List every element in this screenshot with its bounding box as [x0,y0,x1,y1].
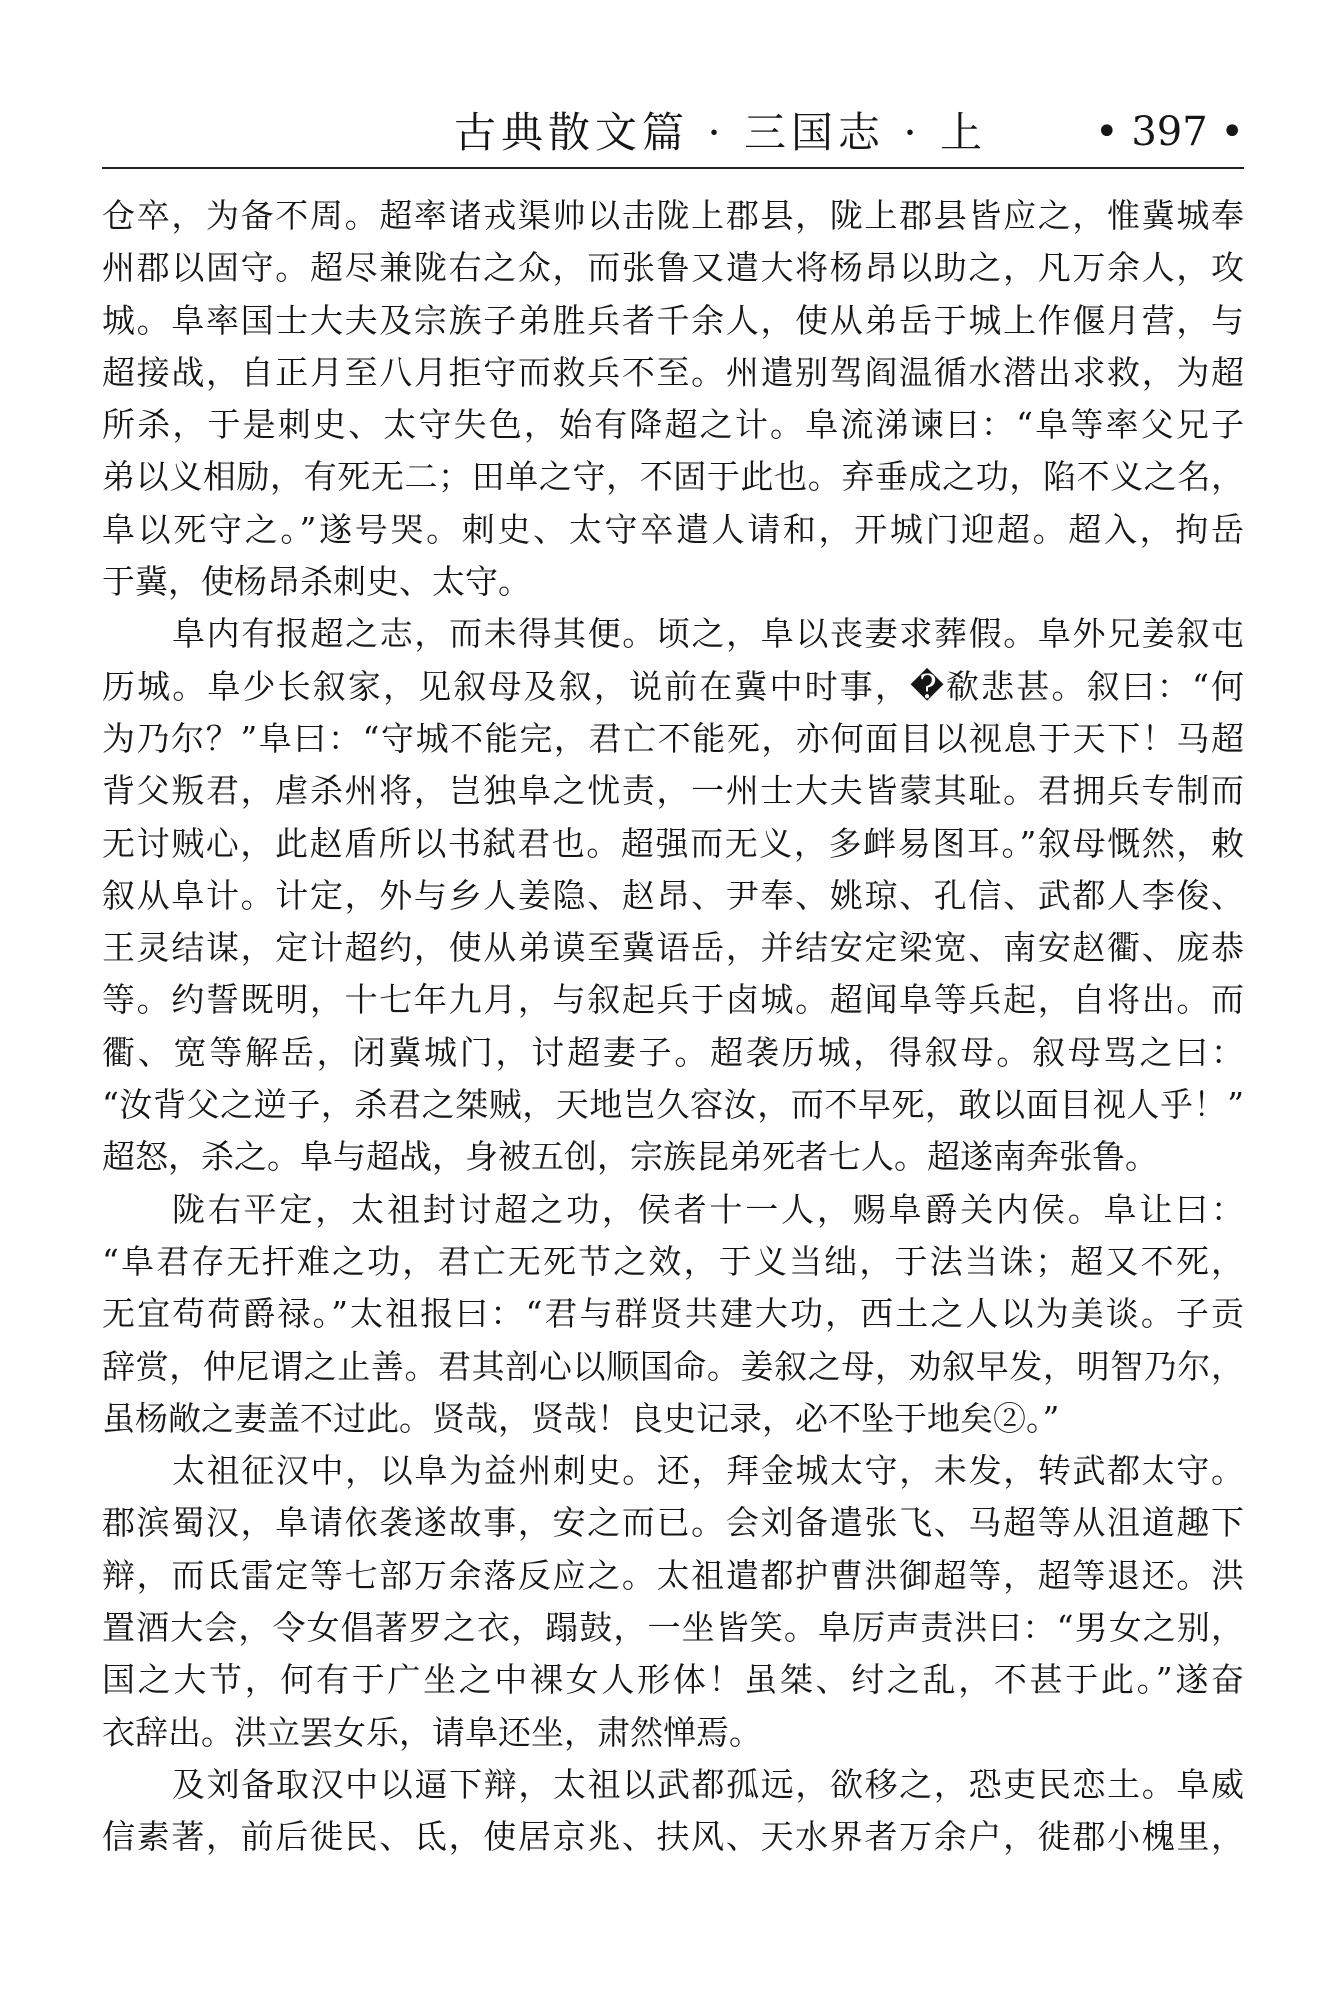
text-line: 王灵结谋，定计超约，使从弟谟至冀语岳，并结安定梁宽、南安赵衢、庞恭 [102,928,1244,968]
text-line: 衢、宽等解岳，闭冀城门，讨超妻子。超袭历城，得叙母。叙母骂之曰： [102,1032,1244,1072]
text-line: 弟以义相励，有死无二；田单之守，不固于此也。弃垂成之功，陷不义之名， [102,457,1244,497]
text-line: 信素著，前后徙民、氐，使居京兆、扶风、天水界者万余户，徙郡小槐里， [102,1817,1244,1857]
text-line: 郡滨蜀汉，阜请依袭遂故事，安之而已。会刘备遣张飞、马超等从沮道趣下 [102,1503,1244,1543]
text-line: 背父叛君，虐杀州将，岂独阜之忧责，一州士大夫皆蒙其耻。君拥兵专制而 [102,771,1244,811]
running-title: 古典散文篇 · 三国志 · 上 [454,108,988,157]
body-text [102,190,1244,1864]
paragraph-first-line: 陇右平定，太祖封讨超之功，侯者十一人，赐阜爵关内侯。阜让曰： [172,1189,1244,1229]
header-rule [102,167,1244,169]
text-line: 所杀，于是刺史、太守失色，始有降超之计。阜流涕谏曰：“阜等率父兄子 [102,405,1244,445]
text-line: 仓卒，为备不周。超率诸戎渠帅以击陇上郡县，陇上郡县皆应之，惟冀城奉 [102,196,1244,235]
text-line: 超怒，杀之。阜与超战，身被五创，宗族昆弟死者七人。超遂南奔张鲁。 [102,1137,1158,1177]
text-line: 超接战，自正月至八月拒守而救兵不至。州遣别驾阎温循水潜出求救，为超 [102,352,1244,392]
text-line: 城。阜率国士大夫及宗族子弟胜兵者千余人，使从弟岳于城上作偃月营，与 [102,300,1244,340]
text-line: 叙从阜计。计定，外与乡人姜隐、赵昂、尹奉、姚琼、孔信、武都人李俊、 [102,875,1244,915]
text-line: 阜以死守之。”遂号哭。刺史、太守卒遣人请和，开城门迎超。超入，拘岳 [102,509,1244,549]
text-line: “阜君存无扞难之功，君亡无死节之效，于义当绌，于法当诛；超又不死， [102,1241,1244,1281]
text-line: “汝背父之逆子，杀君之桀贼，天地岂久容汝，而不早死，敢以面目视人乎！” [102,1085,1244,1125]
text-line: 州郡以固守。超尽兼陇右之众，而张鲁又遣大将杨昂以助之，凡万余人，攻 [102,248,1244,288]
text-line: 置酒大会，令女倡著罗之衣，蹋鼓，一坐皆笑。阜厉声责洪曰：“男女之别， [102,1608,1244,1648]
text-line: 辞赏，仲尼谓之止善。君其剖心以顺国命。姜叙之母，劝叙早发，明智乃尔， [102,1346,1244,1386]
text-line: 国之大节，何有于广坐之中裸女人形体！虽桀、纣之乱，不甚于此。”遂奋 [102,1660,1244,1700]
page-number: • 397 • [1095,109,1244,155]
paragraph-first-line: 太祖征汉中，以阜为益州刺史。还，拜金城太守，未发，转武都太守。 [172,1451,1244,1491]
paragraph-first-line: 阜内有报超之志，而未得其便。顷之，阜以丧妻求葬假。阜外兄姜叙屯 [172,614,1244,654]
text-line: 为乃尔？”阜曰：“守城不能完，君亡不能死，亦何面目以视息于天下！马超 [102,718,1244,758]
text-line: 虽杨敞之妻盖不过此。贤哉，贤哉！良史记录，必不坠于地矣②。” [102,1398,1060,1438]
text-line: 历城。阜少长叙家，见叙母及叙，说前在冀中时事，�欷悲甚。叙曰：“何 [102,666,1244,706]
text-line: 衣辞出。洪立罢女乐，请阜还坐，肃然惮焉。 [102,1712,762,1752]
text-line: 无讨贼心，此赵盾所以书弑君也。超强而无义，多衅易图耳。”叙母慨然，敕 [102,823,1244,863]
text-line: 无宜苟荷爵禄。”太祖报曰：“君与群贤共建大功，西土之人以为美谈。子贡 [102,1294,1244,1334]
running-header [102,106,1244,166]
text-line: 辩，而氐雷定等七部万余落反应之。太祖遣都护曹洪御超等，超等退还。洪 [102,1555,1244,1595]
text-line: 于冀，使杨昂杀刺史、太守。 [102,562,531,602]
text-line: 等。约誓既明，十七年九月，与叙起兵于卤城。超闻阜等兵起，自将出。而 [102,980,1244,1020]
paragraph-first-line: 及刘备取汉中以逼下辩，太祖以武都孤远，欲移之，恐吏民恋土。阜威 [172,1764,1244,1804]
